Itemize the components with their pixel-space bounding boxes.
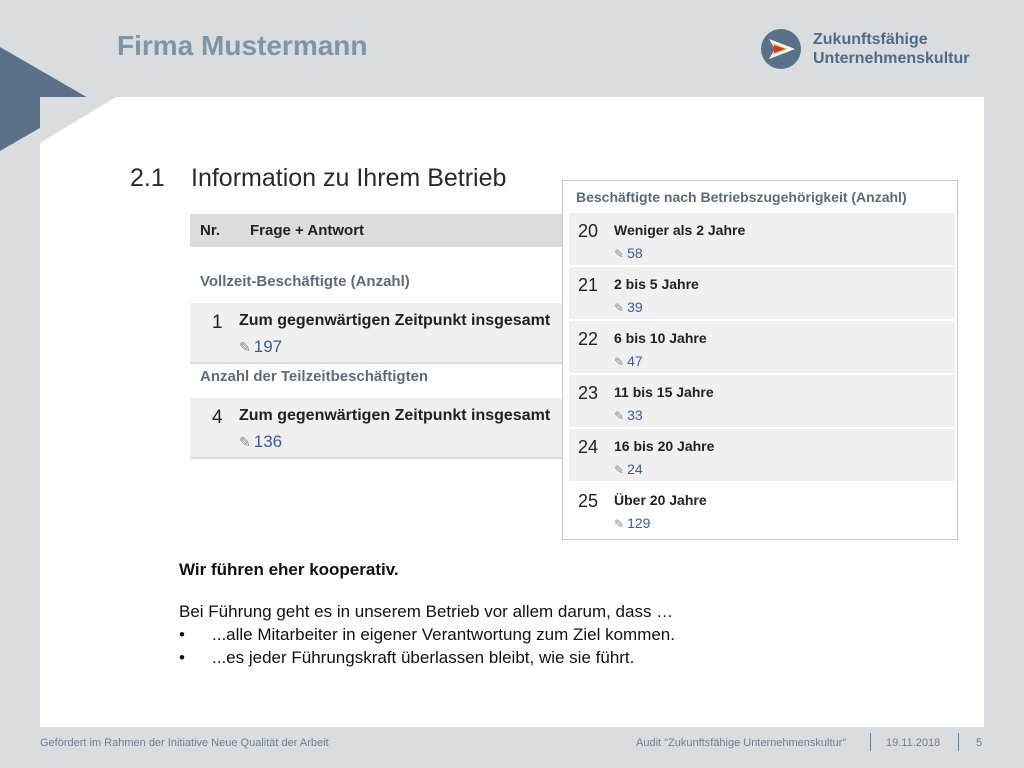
row-label: 16 bis 20 Jahre xyxy=(614,438,715,454)
logo-line-2: Unternehmenskultur xyxy=(813,50,970,67)
panel-notch xyxy=(40,97,116,143)
row-value xyxy=(614,515,650,531)
company-logo xyxy=(760,28,1000,72)
answer-number: 197 xyxy=(253,337,283,356)
footer-funding-note: Gefördert im Rahmen der Initiative Neue Qualität der Arbeit xyxy=(40,737,329,749)
pencil-icon: ✎ xyxy=(614,355,625,369)
value-number: 58 xyxy=(627,245,643,261)
answer-value xyxy=(239,337,282,357)
group-heading-parttime: Anzahl der Teilzeitbeschäftigten xyxy=(200,368,429,385)
row-label: Über 20 Jahre xyxy=(614,492,707,508)
footer-audit-name: Audit "Zukunftsfähige Unternehmenskultur" xyxy=(636,737,847,749)
tenure-table xyxy=(562,180,958,540)
pencil-icon: ✎ xyxy=(239,339,251,355)
pencil-icon: ✎ xyxy=(614,409,625,423)
tenure-table-heading: Beschäftigte nach Betriebszugehörigkeit (Anzahl) xyxy=(576,189,907,205)
row-label: Weniger als 2 Jahre xyxy=(614,222,746,238)
footer-page-number: 5 xyxy=(976,737,983,749)
row-number: 25 xyxy=(578,491,599,511)
table-row xyxy=(190,398,562,459)
question-number: 1 xyxy=(212,312,223,333)
arrow-logo-icon xyxy=(760,28,802,70)
leadership-statement xyxy=(179,560,879,671)
answer-number: 136 xyxy=(253,432,283,451)
question-text: Zum gegenwärtigen Zeitpunkt insgesamt xyxy=(239,407,551,424)
pencil-icon: ✎ xyxy=(614,301,625,315)
table-row xyxy=(569,213,955,267)
row-value xyxy=(614,407,643,423)
row-value xyxy=(614,353,643,369)
table-row xyxy=(190,303,562,364)
pencil-icon: ✎ xyxy=(239,434,251,450)
section-number: 2.1 xyxy=(130,164,165,192)
column-question: Frage + Antwort xyxy=(250,222,365,239)
row-value xyxy=(614,245,643,261)
value-number: 24 xyxy=(627,461,643,477)
bullet-item xyxy=(179,648,879,668)
table-row xyxy=(569,375,955,429)
footer-separator xyxy=(870,733,871,751)
table-row xyxy=(569,267,955,321)
pencil-icon: ✎ xyxy=(614,517,625,531)
footer-separator xyxy=(958,733,959,751)
statement-headline: Wir führen eher kooperativ. xyxy=(179,560,399,579)
questionnaire-table xyxy=(190,214,562,459)
row-number: 20 xyxy=(578,221,599,241)
row-number: 22 xyxy=(578,329,599,349)
pencil-icon: ✎ xyxy=(614,247,625,261)
row-number: 24 xyxy=(578,437,599,457)
footer-date: 19.11.2018 xyxy=(886,737,941,749)
bullet-item xyxy=(179,625,879,645)
bullet-text: ...alle Mitarbeiter in eigener Verantwortung zum Ziel kommen. xyxy=(212,625,675,644)
logo-text xyxy=(813,30,969,68)
pencil-icon: ✎ xyxy=(614,463,625,477)
section-title: Information zu Ihrem Betrieb xyxy=(191,164,507,192)
bullet-dot: • xyxy=(179,648,185,667)
table-header xyxy=(190,214,562,247)
row-label: 6 bis 10 Jahre xyxy=(614,330,707,346)
row-value xyxy=(614,461,643,477)
table-row xyxy=(569,483,955,537)
table-row xyxy=(569,429,955,483)
question-number: 4 xyxy=(212,407,223,428)
value-number: 33 xyxy=(627,407,643,423)
value-number: 47 xyxy=(627,353,643,369)
row-number: 23 xyxy=(578,383,599,403)
logo-line-1: Zukunftsfähige xyxy=(813,31,928,48)
page-title: Firma Mustermann xyxy=(117,30,368,61)
section-heading xyxy=(130,164,506,193)
statement-intro: Bei Führung geht es in unserem Betrieb vor allem darum, dass … xyxy=(179,602,674,621)
value-number: 39 xyxy=(627,299,643,315)
question-text: Zum gegenwärtigen Zeitpunkt insgesamt xyxy=(239,312,551,329)
table-row xyxy=(569,321,955,375)
bullet-text: ...es jeder Führungskraft überlassen bleibt, wie sie führt. xyxy=(212,648,635,667)
row-label: 11 bis 15 Jahre xyxy=(614,384,714,400)
value-number: 129 xyxy=(627,515,651,531)
row-value xyxy=(614,299,643,315)
bullet-dot: • xyxy=(179,625,185,644)
row-label: 2 bis 5 Jahre xyxy=(614,276,699,292)
column-nr: Nr. xyxy=(200,222,221,239)
answer-value xyxy=(239,432,282,452)
row-number: 21 xyxy=(578,275,599,295)
group-heading-fulltime: Vollzeit-Beschäftigte (Anzahl) xyxy=(200,273,410,290)
